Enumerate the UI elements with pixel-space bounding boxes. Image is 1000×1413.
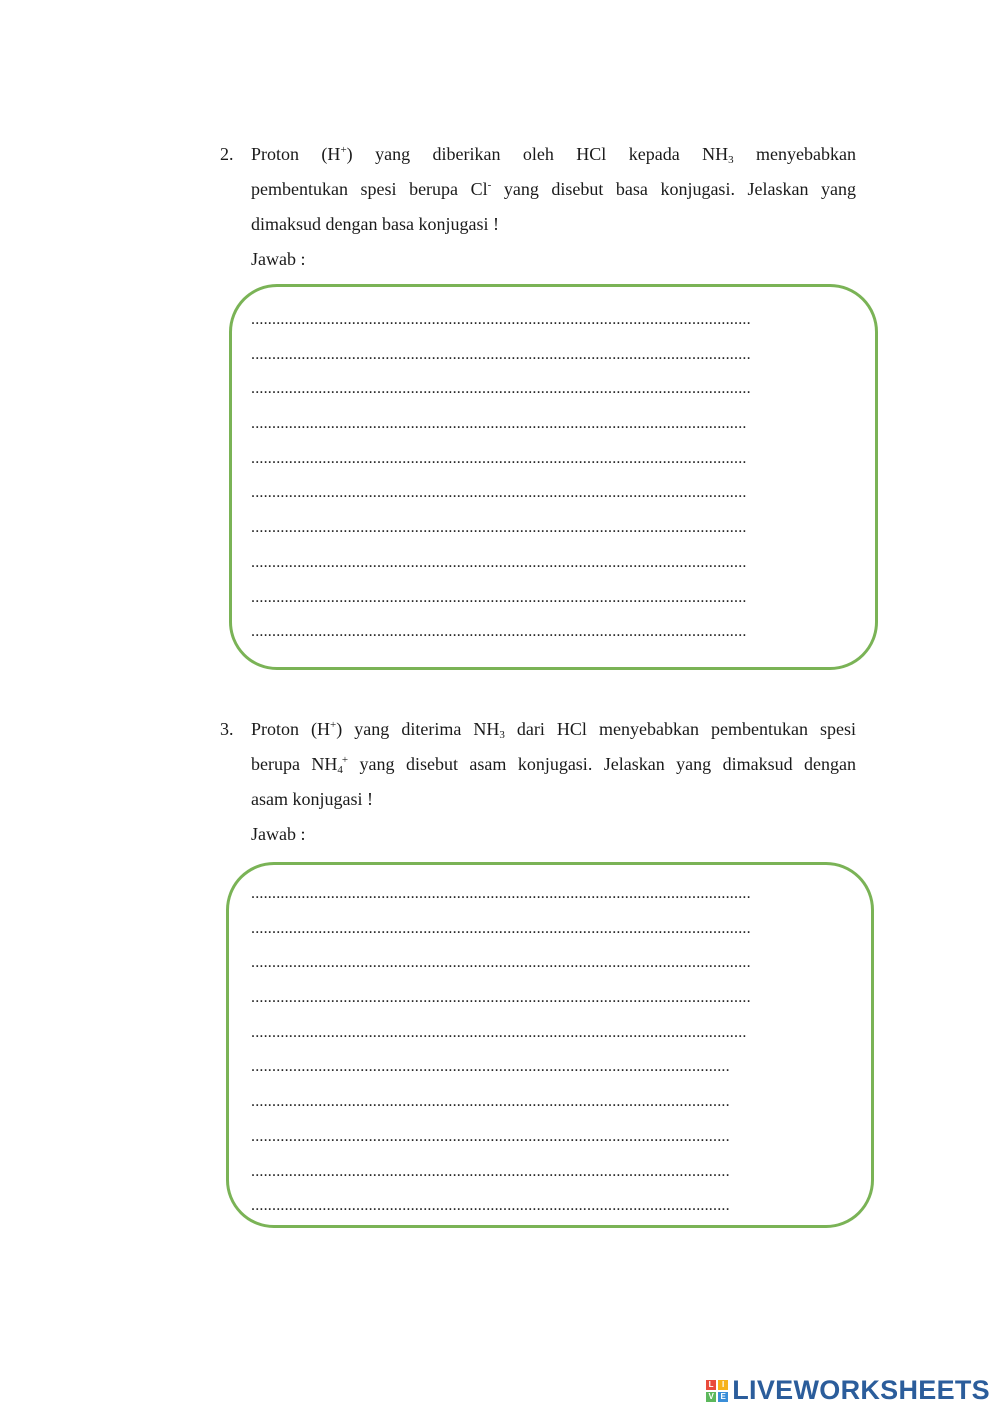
answer-line[interactable]: ....................................................................................................................... <box>251 919 751 937</box>
answer-line[interactable]: ...................................................................................................................... <box>251 449 747 467</box>
brand-name: LIVEWORKSHEETS <box>732 1375 990 1405</box>
answer-line[interactable]: ....................................................................................................................... <box>251 311 751 328</box>
answer-label: Jawab : <box>251 249 306 269</box>
answer-lines-3[interactable] <box>251 877 857 1224</box>
answer-line[interactable]: ....................................................................................................................... <box>251 885 751 902</box>
answer-line[interactable]: .................................................................................................................. <box>251 1162 730 1180</box>
question-3 <box>220 712 856 852</box>
answer-line[interactable]: ...................................................................................................................... <box>251 1023 747 1041</box>
question-number: 3. <box>220 719 234 739</box>
answer-label: Jawab : <box>251 824 306 844</box>
question-line: pembentukan spesi berupa Cl- yang disebut basa konjugasi. Jelaskan yang <box>251 179 857 199</box>
question-line: Proton (H+) yang diberikan oleh HCl kepada $NH_3$ menyebabkan <box>251 144 857 166</box>
question-number: 2. <box>220 144 234 164</box>
answer-line[interactable]: ...................................................................................................................... <box>251 415 747 433</box>
question-text <box>251 712 856 852</box>
question-line: asam konjugasi ! <box>251 789 373 809</box>
answer-line[interactable]: ...................................................................................................................... <box>251 623 747 641</box>
question-line: berupa $NH_4^+$ yang disebut asam konjugasi. Jelaskan yang dimaksud dengan <box>251 754 856 776</box>
answer-line[interactable]: ...................................................................................................................... <box>251 484 747 502</box>
answer-line[interactable]: ...................................................................................................................... <box>251 588 747 606</box>
liveworksheets-logo-icon: L I V E <box>706 1380 728 1402</box>
answer-line[interactable]: .................................................................................................................. <box>251 1058 730 1076</box>
question-line: dimaksud dengan basa konjugasi ! <box>251 214 499 234</box>
answer-lines-2[interactable] <box>251 303 857 650</box>
answer-line[interactable]: .................................................................................................................. <box>251 1093 730 1111</box>
answer-line[interactable]: ....................................................................................................................... <box>251 954 751 972</box>
liveworksheets-logo <box>706 1375 990 1406</box>
answer-line[interactable]: ....................................................................................................................... <box>251 345 751 363</box>
answer-line[interactable]: ...................................................................................................................... <box>251 553 747 571</box>
answer-line[interactable]: ....................................................................................................................... <box>251 989 751 1007</box>
answer-line[interactable]: .................................................................................................................. <box>251 1197 730 1215</box>
answer-line[interactable]: ...................................................................................................................... <box>251 519 747 537</box>
answer-line[interactable]: ....................................................................................................................... <box>251 380 751 398</box>
question-2 <box>220 137 856 277</box>
question-line: Proton (H+) yang diterima $NH_3$ dari HCl menyebabkan pembentukan spesi <box>251 719 856 741</box>
question-text <box>251 137 856 277</box>
answer-line[interactable]: .................................................................................................................. <box>251 1127 730 1145</box>
